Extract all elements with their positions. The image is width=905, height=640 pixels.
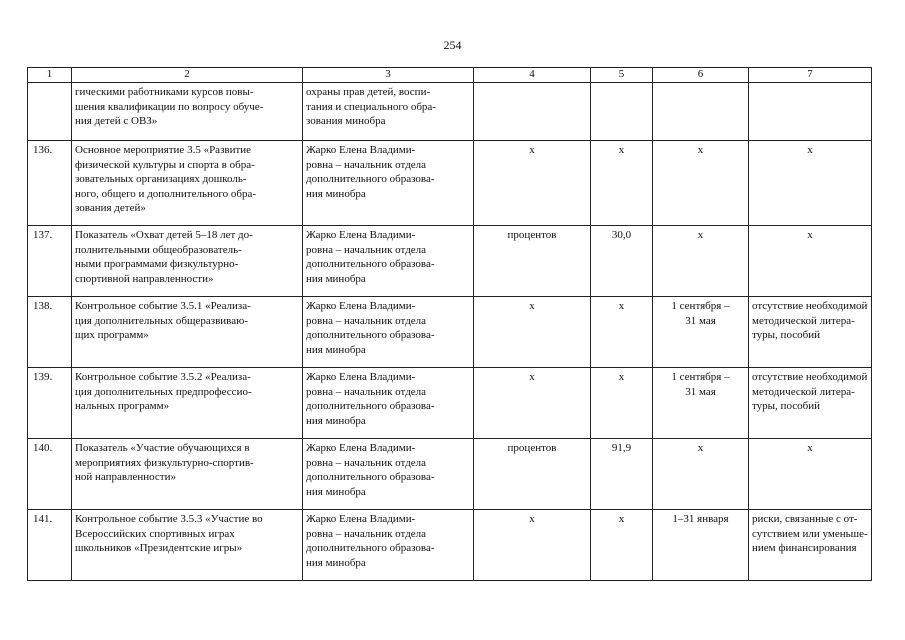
row-number: 136. <box>33 144 53 156</box>
responsible-line: ровна – начальник отдела <box>306 158 427 171</box>
responsible-line: охраны прав детей, воспи- <box>306 86 431 98</box>
row-number-cell <box>28 226 72 297</box>
risks-line: x <box>807 229 813 241</box>
activity-name-line: физической культуры и спорта в обра- <box>75 158 255 171</box>
row-number-cell <box>28 297 72 368</box>
activity-name-line: Контрольное событие 3.5.2 «Реализа- <box>75 371 251 383</box>
responsible-line: Жарко Елена Владими- <box>306 442 416 454</box>
risks-line: риски, связанные с от- <box>752 513 858 525</box>
unit-value: процентов <box>507 442 557 454</box>
activity-name-line: зовательных организациях дошколь- <box>75 173 247 185</box>
value-cell <box>591 510 653 581</box>
responsible-cell <box>303 297 474 368</box>
risks-line: туры, пособий <box>752 329 820 341</box>
responsible-line: Жарко Елена Владими- <box>306 229 416 241</box>
responsible-line: ровна – начальник отдела <box>306 527 427 540</box>
risks-line: отсутствие необходимой <box>752 371 868 383</box>
activity-name-cell <box>72 83 303 141</box>
row-number: 137. <box>33 229 53 241</box>
indicator-value: x <box>618 300 625 312</box>
activity-name-cell <box>72 297 303 368</box>
responsible-line: дополнительного образова- <box>306 471 435 483</box>
risks-line: x <box>807 442 813 454</box>
activity-name-line: ция дополнительных предпрофессио- <box>75 385 252 398</box>
risks-line: сутствием или уменьше- <box>752 527 868 540</box>
deadline-cell <box>653 141 749 226</box>
row-number-cell <box>28 368 72 439</box>
row-number: 141. <box>33 513 53 525</box>
responsible-line: ния минобра <box>306 485 366 498</box>
responsible-cell <box>303 510 474 581</box>
activity-name-line: гическими работниками курсов повы- <box>75 86 254 98</box>
activity-name-line: шения квалификации по вопросу обуче- <box>75 100 264 113</box>
risks-line: нием финансирования <box>752 542 857 554</box>
responsible-cell <box>303 83 474 141</box>
responsible-line: дополнительного образова- <box>306 329 435 341</box>
deadline-line: x <box>697 144 704 156</box>
activity-name-line: Показатель «Охват детей 5–18 лет до- <box>75 229 253 241</box>
deadline-line: 1 сентября – <box>671 300 730 312</box>
deadline-cell <box>653 226 749 297</box>
column-number: 4 <box>474 68 591 83</box>
value-cell <box>591 368 653 439</box>
unit-cell <box>474 297 591 368</box>
table-row <box>28 83 872 141</box>
risks-line: методической литера- <box>752 314 855 327</box>
deadline-cell <box>653 83 749 141</box>
activity-name-line: ного, общего и дополнительного обра- <box>75 187 257 200</box>
unit-cell <box>474 141 591 226</box>
responsible-line: дополнительного образова- <box>306 400 435 412</box>
table-row <box>28 141 872 226</box>
responsible-line: Жарко Елена Владими- <box>306 144 416 156</box>
responsible-line: Жарко Елена Владими- <box>306 300 416 312</box>
responsible-line: ровна – начальник отдела <box>306 385 427 398</box>
responsible-line: ния минобра <box>306 187 366 200</box>
risks-line: методической литера- <box>752 385 855 398</box>
responsible-cell <box>303 368 474 439</box>
unit-value: x <box>529 300 535 312</box>
table-row <box>28 226 872 297</box>
activity-name-cell <box>72 141 303 226</box>
deadline-cell <box>653 439 749 510</box>
row-number-cell <box>28 439 72 510</box>
deadline-cell <box>653 368 749 439</box>
activity-name-line: мероприятиях физкультурно-спортив- <box>75 456 254 469</box>
responsible-line: дополнительного образова- <box>306 173 435 185</box>
value-cell <box>591 83 653 141</box>
table-row <box>28 510 872 581</box>
activity-name-line: Показатель «Участие обучающихся в <box>75 442 250 454</box>
activity-name-line: ния детей с ОВЗ» <box>75 115 158 127</box>
activity-name-cell <box>72 510 303 581</box>
table-row <box>28 297 872 368</box>
deadline-cell <box>653 510 749 581</box>
unit-cell <box>474 83 591 141</box>
value-cell <box>591 439 653 510</box>
indicator-value: 30,0 <box>611 229 632 241</box>
row-number-cell <box>28 83 72 141</box>
indicator-value: x <box>618 371 625 383</box>
row-number: 139. <box>33 371 53 383</box>
responsible-line: тания и специального обра- <box>306 100 436 113</box>
responsible-line: Жарко Елена Владими- <box>306 513 416 525</box>
value-cell <box>591 141 653 226</box>
risks-cell <box>749 226 872 297</box>
risks-cell <box>749 368 872 439</box>
unit-value: x <box>529 371 535 383</box>
risks-cell <box>749 297 872 368</box>
responsible-line: ния минобра <box>306 272 366 285</box>
page-number: 254 <box>443 38 462 52</box>
risks-line: x <box>807 144 813 156</box>
row-number: 138. <box>33 300 53 312</box>
value-cell <box>591 226 653 297</box>
activity-name-line: Всероссийских спортивных играх <box>75 527 235 540</box>
deadline-cell <box>653 297 749 368</box>
activity-name-line: щих программ» <box>75 329 149 341</box>
unit-cell <box>474 368 591 439</box>
deadline-line: 31 мая <box>685 385 716 398</box>
unit-value: x <box>529 144 535 156</box>
risks-cell <box>749 439 872 510</box>
deadline-line: x <box>697 442 704 454</box>
responsible-line: дополнительного образова- <box>306 542 435 554</box>
indicator-value: x <box>618 144 625 156</box>
responsible-line: ровна – начальник отдела <box>306 456 427 469</box>
unit-cell <box>474 510 591 581</box>
activity-name-line: спортивной направленности» <box>75 272 214 285</box>
activity-name-cell <box>72 368 303 439</box>
column-number: 6 <box>653 68 749 83</box>
activity-name-line: ной направленности» <box>75 471 176 483</box>
deadline-line: 1 сентября – <box>671 371 730 383</box>
risks-cell <box>749 510 872 581</box>
column-number: 7 <box>749 68 872 83</box>
row-number-cell <box>28 141 72 226</box>
responsible-line: ровна – начальник отдела <box>306 243 427 256</box>
responsible-cell <box>303 439 474 510</box>
activity-name-line: нальных программ» <box>75 400 170 412</box>
deadline-line: 31 мая <box>685 314 716 327</box>
responsible-line: зования минобра <box>306 115 386 127</box>
activity-name-line: зования детей» <box>75 202 146 214</box>
responsible-line: ровна – начальник отдела <box>306 314 427 327</box>
column-number: 3 <box>303 68 474 83</box>
activities-table <box>27 67 872 581</box>
unit-cell <box>474 226 591 297</box>
activity-name-line: ными программами физкультурно- <box>75 258 239 270</box>
value-cell <box>591 297 653 368</box>
activity-name-line: Основное мероприятие 3.5 «Развитие <box>75 144 252 156</box>
indicator-value: x <box>618 513 625 525</box>
unit-cell <box>474 439 591 510</box>
table-row <box>28 368 872 439</box>
responsible-line: ния минобра <box>306 556 366 569</box>
column-number: 2 <box>72 68 303 83</box>
activity-name-line: Контрольное событие 3.5.3 «Участие во <box>75 513 263 525</box>
responsible-line: ния минобра <box>306 414 366 427</box>
activity-name-line: школьников «Президентские игры» <box>75 542 243 554</box>
unit-value: процентов <box>507 229 557 241</box>
activity-name-line: Контрольное событие 3.5.1 «Реализа- <box>75 300 251 312</box>
indicator-value: 91,9 <box>611 442 632 454</box>
responsible-cell <box>303 226 474 297</box>
activity-name-cell <box>72 439 303 510</box>
row-number-cell <box>28 510 72 581</box>
row-number: 140. <box>33 442 53 454</box>
activity-name-line: полнительными общеобразователь- <box>75 243 242 256</box>
column-number: 1 <box>28 68 72 83</box>
responsible-cell <box>303 141 474 226</box>
responsible-line: Жарко Елена Владими- <box>306 371 416 383</box>
deadline-line: 1–31 января <box>672 513 729 525</box>
activity-name-cell <box>72 226 303 297</box>
activity-name-line: ция дополнительных общеразвиваю- <box>75 314 248 327</box>
responsible-line: ния минобра <box>306 343 366 356</box>
table-row <box>28 439 872 510</box>
column-number: 5 <box>591 68 653 83</box>
risks-line: туры, пособий <box>752 400 820 412</box>
responsible-line: дополнительного образова- <box>306 258 435 270</box>
deadline-line: x <box>697 229 704 241</box>
column-number-row <box>28 68 872 83</box>
risks-cell <box>749 141 872 226</box>
risks-line: отсутствие необходимой <box>752 300 868 312</box>
unit-value: x <box>529 513 535 525</box>
risks-cell <box>749 83 872 141</box>
